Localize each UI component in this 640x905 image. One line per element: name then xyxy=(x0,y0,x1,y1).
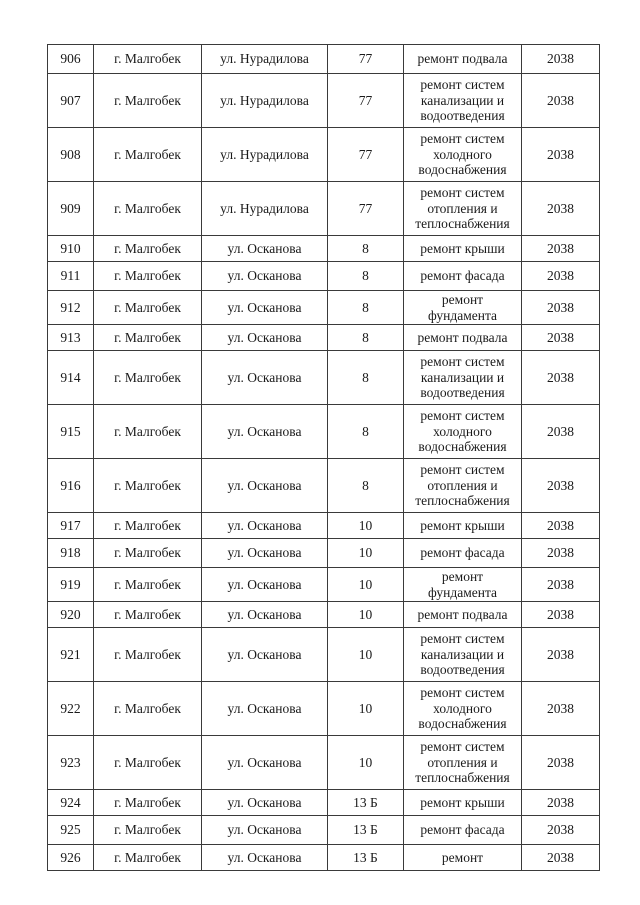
repair-schedule-table xyxy=(47,44,600,871)
city-cell: г. Малгобек xyxy=(94,74,202,128)
row-number-cell: 917 xyxy=(48,513,94,539)
house-number-cell: 77 xyxy=(328,45,404,74)
house-number-cell: 10 xyxy=(328,513,404,539)
house-number-cell: 13 Б xyxy=(328,816,404,845)
row-number-cell: 915 xyxy=(48,405,94,459)
street-cell: ул. Осканова xyxy=(202,568,328,602)
year-cell: 2038 xyxy=(522,568,600,602)
year-cell: 2038 xyxy=(522,816,600,845)
row-number-cell: 924 xyxy=(48,790,94,816)
table-row xyxy=(48,128,600,182)
house-number-cell: 8 xyxy=(328,291,404,325)
year-cell: 2038 xyxy=(522,790,600,816)
city-cell: г. Малгобек xyxy=(94,128,202,182)
house-number-cell: 8 xyxy=(328,351,404,405)
year-cell: 2038 xyxy=(522,236,600,262)
street-cell: ул. Осканова xyxy=(202,845,328,871)
work-type-cell: ремонт систем канализации и водоотведения xyxy=(404,74,522,128)
table-row xyxy=(48,236,600,262)
street-cell: ул. Осканова xyxy=(202,513,328,539)
city-cell: г. Малгобек xyxy=(94,539,202,568)
house-number-cell: 8 xyxy=(328,459,404,513)
city-cell: г. Малгобек xyxy=(94,513,202,539)
street-cell: ул. Нурадилова xyxy=(202,45,328,74)
house-number-cell: 77 xyxy=(328,128,404,182)
house-number-cell: 8 xyxy=(328,405,404,459)
house-number-cell: 10 xyxy=(328,628,404,682)
house-number-cell: 10 xyxy=(328,682,404,736)
work-type-cell: ремонт систем отопления и теплоснабжения xyxy=(404,736,522,790)
row-number-cell: 919 xyxy=(48,568,94,602)
year-cell: 2038 xyxy=(522,736,600,790)
city-cell: г. Малгобек xyxy=(94,816,202,845)
work-type-cell: ремонт xyxy=(404,845,522,871)
work-type-cell: ремонт систем канализации и водоотведения xyxy=(404,628,522,682)
table-row xyxy=(48,539,600,568)
city-cell: г. Малгобек xyxy=(94,568,202,602)
year-cell: 2038 xyxy=(522,602,600,628)
row-number-cell: 920 xyxy=(48,602,94,628)
street-cell: ул. Осканова xyxy=(202,539,328,568)
city-cell: г. Малгобек xyxy=(94,790,202,816)
table-row xyxy=(48,291,600,325)
house-number-cell: 13 Б xyxy=(328,790,404,816)
row-number-cell: 912 xyxy=(48,291,94,325)
year-cell: 2038 xyxy=(522,682,600,736)
table-row xyxy=(48,845,600,871)
table-row xyxy=(48,602,600,628)
row-number-cell: 909 xyxy=(48,182,94,236)
city-cell: г. Малгобек xyxy=(94,351,202,405)
city-cell: г. Малгобек xyxy=(94,459,202,513)
row-number-cell: 925 xyxy=(48,816,94,845)
table-row xyxy=(48,45,600,74)
work-type-cell: ремонт систем холодного водоснабжения xyxy=(404,128,522,182)
street-cell: ул. Осканова xyxy=(202,790,328,816)
row-number-cell: 908 xyxy=(48,128,94,182)
year-cell: 2038 xyxy=(522,351,600,405)
street-cell: ул. Осканова xyxy=(202,682,328,736)
city-cell: г. Малгобек xyxy=(94,45,202,74)
year-cell: 2038 xyxy=(522,513,600,539)
city-cell: г. Малгобек xyxy=(94,291,202,325)
table-row xyxy=(48,568,600,602)
year-cell: 2038 xyxy=(522,539,600,568)
table-row xyxy=(48,459,600,513)
row-number-cell: 913 xyxy=(48,325,94,351)
work-type-cell: ремонт крыши xyxy=(404,513,522,539)
work-type-cell: ремонт подвала xyxy=(404,602,522,628)
street-cell: ул. Осканова xyxy=(202,459,328,513)
row-number-cell: 911 xyxy=(48,262,94,291)
city-cell: г. Малгобек xyxy=(94,845,202,871)
year-cell: 2038 xyxy=(522,74,600,128)
year-cell: 2038 xyxy=(522,291,600,325)
year-cell: 2038 xyxy=(522,182,600,236)
house-number-cell: 77 xyxy=(328,182,404,236)
city-cell: г. Малгобек xyxy=(94,182,202,236)
work-type-cell: ремонт фасада xyxy=(404,816,522,845)
city-cell: г. Малгобек xyxy=(94,602,202,628)
street-cell: ул. Нурадилова xyxy=(202,128,328,182)
row-number-cell: 923 xyxy=(48,736,94,790)
work-type-cell: ремонт фасада xyxy=(404,262,522,291)
city-cell: г. Малгобек xyxy=(94,682,202,736)
work-type-cell: ремонт фасада xyxy=(404,539,522,568)
work-type-cell: ремонт систем отопления и теплоснабжения xyxy=(404,459,522,513)
work-type-cell: ремонт крыши xyxy=(404,236,522,262)
table-row xyxy=(48,628,600,682)
street-cell: ул. Осканова xyxy=(202,602,328,628)
house-number-cell: 10 xyxy=(328,568,404,602)
street-cell: ул. Осканова xyxy=(202,262,328,291)
table-row xyxy=(48,405,600,459)
city-cell: г. Малгобек xyxy=(94,325,202,351)
house-number-cell: 10 xyxy=(328,602,404,628)
table-row xyxy=(48,513,600,539)
street-cell: ул. Осканова xyxy=(202,236,328,262)
table-row xyxy=(48,262,600,291)
row-number-cell: 907 xyxy=(48,74,94,128)
year-cell: 2038 xyxy=(522,459,600,513)
table-body xyxy=(48,45,600,871)
row-number-cell: 914 xyxy=(48,351,94,405)
work-type-cell: ремонт фундамента xyxy=(404,568,522,602)
table-row xyxy=(48,736,600,790)
row-number-cell: 918 xyxy=(48,539,94,568)
year-cell: 2038 xyxy=(522,325,600,351)
city-cell: г. Малгобек xyxy=(94,405,202,459)
work-type-cell: ремонт подвала xyxy=(404,325,522,351)
street-cell: ул. Осканова xyxy=(202,351,328,405)
row-number-cell: 906 xyxy=(48,45,94,74)
year-cell: 2038 xyxy=(522,845,600,871)
table-row xyxy=(48,325,600,351)
street-cell: ул. Осканова xyxy=(202,628,328,682)
house-number-cell: 8 xyxy=(328,262,404,291)
year-cell: 2038 xyxy=(522,405,600,459)
table-row xyxy=(48,816,600,845)
street-cell: ул. Осканова xyxy=(202,325,328,351)
year-cell: 2038 xyxy=(522,262,600,291)
row-number-cell: 926 xyxy=(48,845,94,871)
work-type-cell: ремонт фундамента xyxy=(404,291,522,325)
house-number-cell: 77 xyxy=(328,74,404,128)
city-cell: г. Малгобек xyxy=(94,236,202,262)
table-row xyxy=(48,351,600,405)
work-type-cell: ремонт систем холодного водоснабжения xyxy=(404,405,522,459)
house-number-cell: 8 xyxy=(328,236,404,262)
street-cell: ул. Нурадилова xyxy=(202,182,328,236)
work-type-cell: ремонт систем холодного водоснабжения xyxy=(404,682,522,736)
table-row xyxy=(48,182,600,236)
house-number-cell: 8 xyxy=(328,325,404,351)
work-type-cell: ремонт крыши xyxy=(404,790,522,816)
work-type-cell: ремонт систем отопления и теплоснабжения xyxy=(404,182,522,236)
work-type-cell: ремонт систем канализации и водоотведения xyxy=(404,351,522,405)
row-number-cell: 910 xyxy=(48,236,94,262)
street-cell: ул. Осканова xyxy=(202,816,328,845)
table-row xyxy=(48,682,600,736)
row-number-cell: 922 xyxy=(48,682,94,736)
table-row xyxy=(48,74,600,128)
year-cell: 2038 xyxy=(522,628,600,682)
work-type-cell: ремонт подвала xyxy=(404,45,522,74)
row-number-cell: 916 xyxy=(48,459,94,513)
street-cell: ул. Нурадилова xyxy=(202,74,328,128)
city-cell: г. Малгобек xyxy=(94,628,202,682)
city-cell: г. Малгобек xyxy=(94,262,202,291)
year-cell: 2038 xyxy=(522,128,600,182)
table-row xyxy=(48,790,600,816)
house-number-cell: 10 xyxy=(328,539,404,568)
street-cell: ул. Осканова xyxy=(202,405,328,459)
row-number-cell: 921 xyxy=(48,628,94,682)
house-number-cell: 13 Б xyxy=(328,845,404,871)
city-cell: г. Малгобек xyxy=(94,736,202,790)
year-cell: 2038 xyxy=(522,45,600,74)
street-cell: ул. Осканова xyxy=(202,291,328,325)
street-cell: ул. Осканова xyxy=(202,736,328,790)
house-number-cell: 10 xyxy=(328,736,404,790)
